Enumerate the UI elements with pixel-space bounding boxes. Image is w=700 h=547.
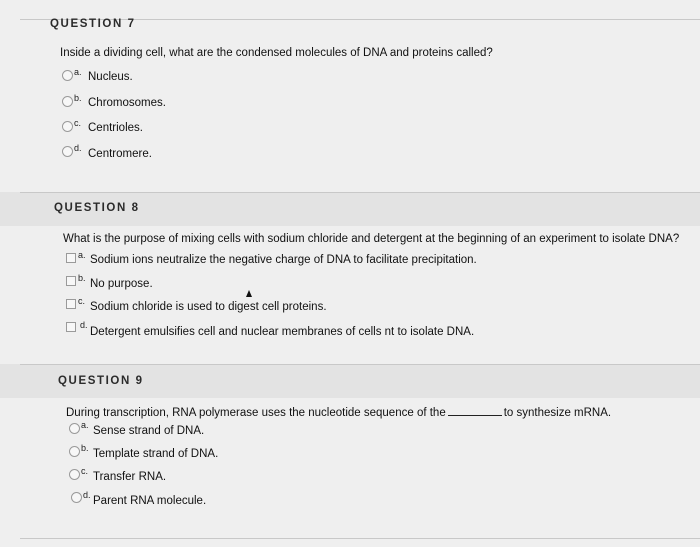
q9-radio-a[interactable] xyxy=(69,423,80,434)
q7-option-b-text: Chromosomes. xyxy=(88,97,166,109)
q8-letter-a: a. xyxy=(78,250,86,260)
q9-letter-c: c. xyxy=(81,466,89,476)
q9-option-a-text: Sense strand of DNA. xyxy=(93,425,205,437)
question-8-text: What is the purpose of mixing cells with sodium chloride and detergent at the beginning of an experiment to isolate DNA? xyxy=(63,233,680,245)
q7-radio-d[interactable] xyxy=(62,146,73,157)
question-9-text xyxy=(66,405,611,419)
q8-option-d-text: Detergent emulsifies cell and nuclear membranes of cells nt to isolate DNA. xyxy=(90,326,475,338)
q9-radio-d[interactable] xyxy=(71,492,82,503)
q9-option-d-text: Parent RNA molecule. xyxy=(93,495,207,507)
q7-radio-a[interactable] xyxy=(62,70,73,81)
question-9-title: QUESTION 9 xyxy=(58,375,144,387)
q7-letter-b: b. xyxy=(74,93,82,103)
mouse-cursor-icon xyxy=(246,290,252,297)
q7-option-a-text: Nucleus. xyxy=(88,71,133,83)
q7-letter-d: d. xyxy=(74,143,82,153)
question-9-text-before: During transcription, RNA polymerase uses the nucleotide sequence of the xyxy=(66,407,446,419)
question-8-title: QUESTION 8 xyxy=(54,202,140,214)
q8-letter-d: d. xyxy=(80,320,88,330)
q8-option-b-text: No purpose. xyxy=(90,278,153,290)
q9-radio-c[interactable] xyxy=(69,469,80,480)
q9-letter-d: d. xyxy=(83,490,91,500)
q9-option-c-text: Transfer RNA. xyxy=(93,471,167,483)
question-7-title: QUESTION 7 xyxy=(50,18,136,30)
q7-option-d-text: Centromere. xyxy=(88,148,152,160)
q7-radio-c[interactable] xyxy=(62,121,73,132)
q7-radio-b[interactable] xyxy=(62,96,73,107)
q8-option-c-text: Sodium chloride is used to digest cell proteins. xyxy=(90,301,327,313)
question-7-text: Inside a dividing cell, what are the condensed molecules of DNA and proteins called? xyxy=(60,47,493,59)
q9-option-b-text: Template strand of DNA. xyxy=(93,448,219,460)
q8-option-a-text: Sodium ions neutralize the negative charge of DNA to facilitate precipitation. xyxy=(90,254,477,266)
q8-checkbox-c[interactable] xyxy=(66,299,76,309)
question-9-text-after: to synthesize mRNA. xyxy=(503,407,612,419)
fill-in-blank xyxy=(448,405,502,416)
q8-checkbox-d[interactable] xyxy=(66,322,76,332)
q9-letter-a: a. xyxy=(81,420,89,430)
q9-radio-b[interactable] xyxy=(69,446,80,457)
q9-letter-b: b. xyxy=(81,443,89,453)
q8-checkbox-b[interactable] xyxy=(66,276,76,286)
q7-letter-c: c. xyxy=(74,118,82,128)
q7-letter-a: a. xyxy=(74,67,82,77)
q8-letter-b: b. xyxy=(78,273,86,283)
q7-option-c-text: Centrioles. xyxy=(88,122,143,134)
q8-letter-c: c. xyxy=(78,296,86,306)
q8-checkbox-a[interactable] xyxy=(66,253,76,263)
